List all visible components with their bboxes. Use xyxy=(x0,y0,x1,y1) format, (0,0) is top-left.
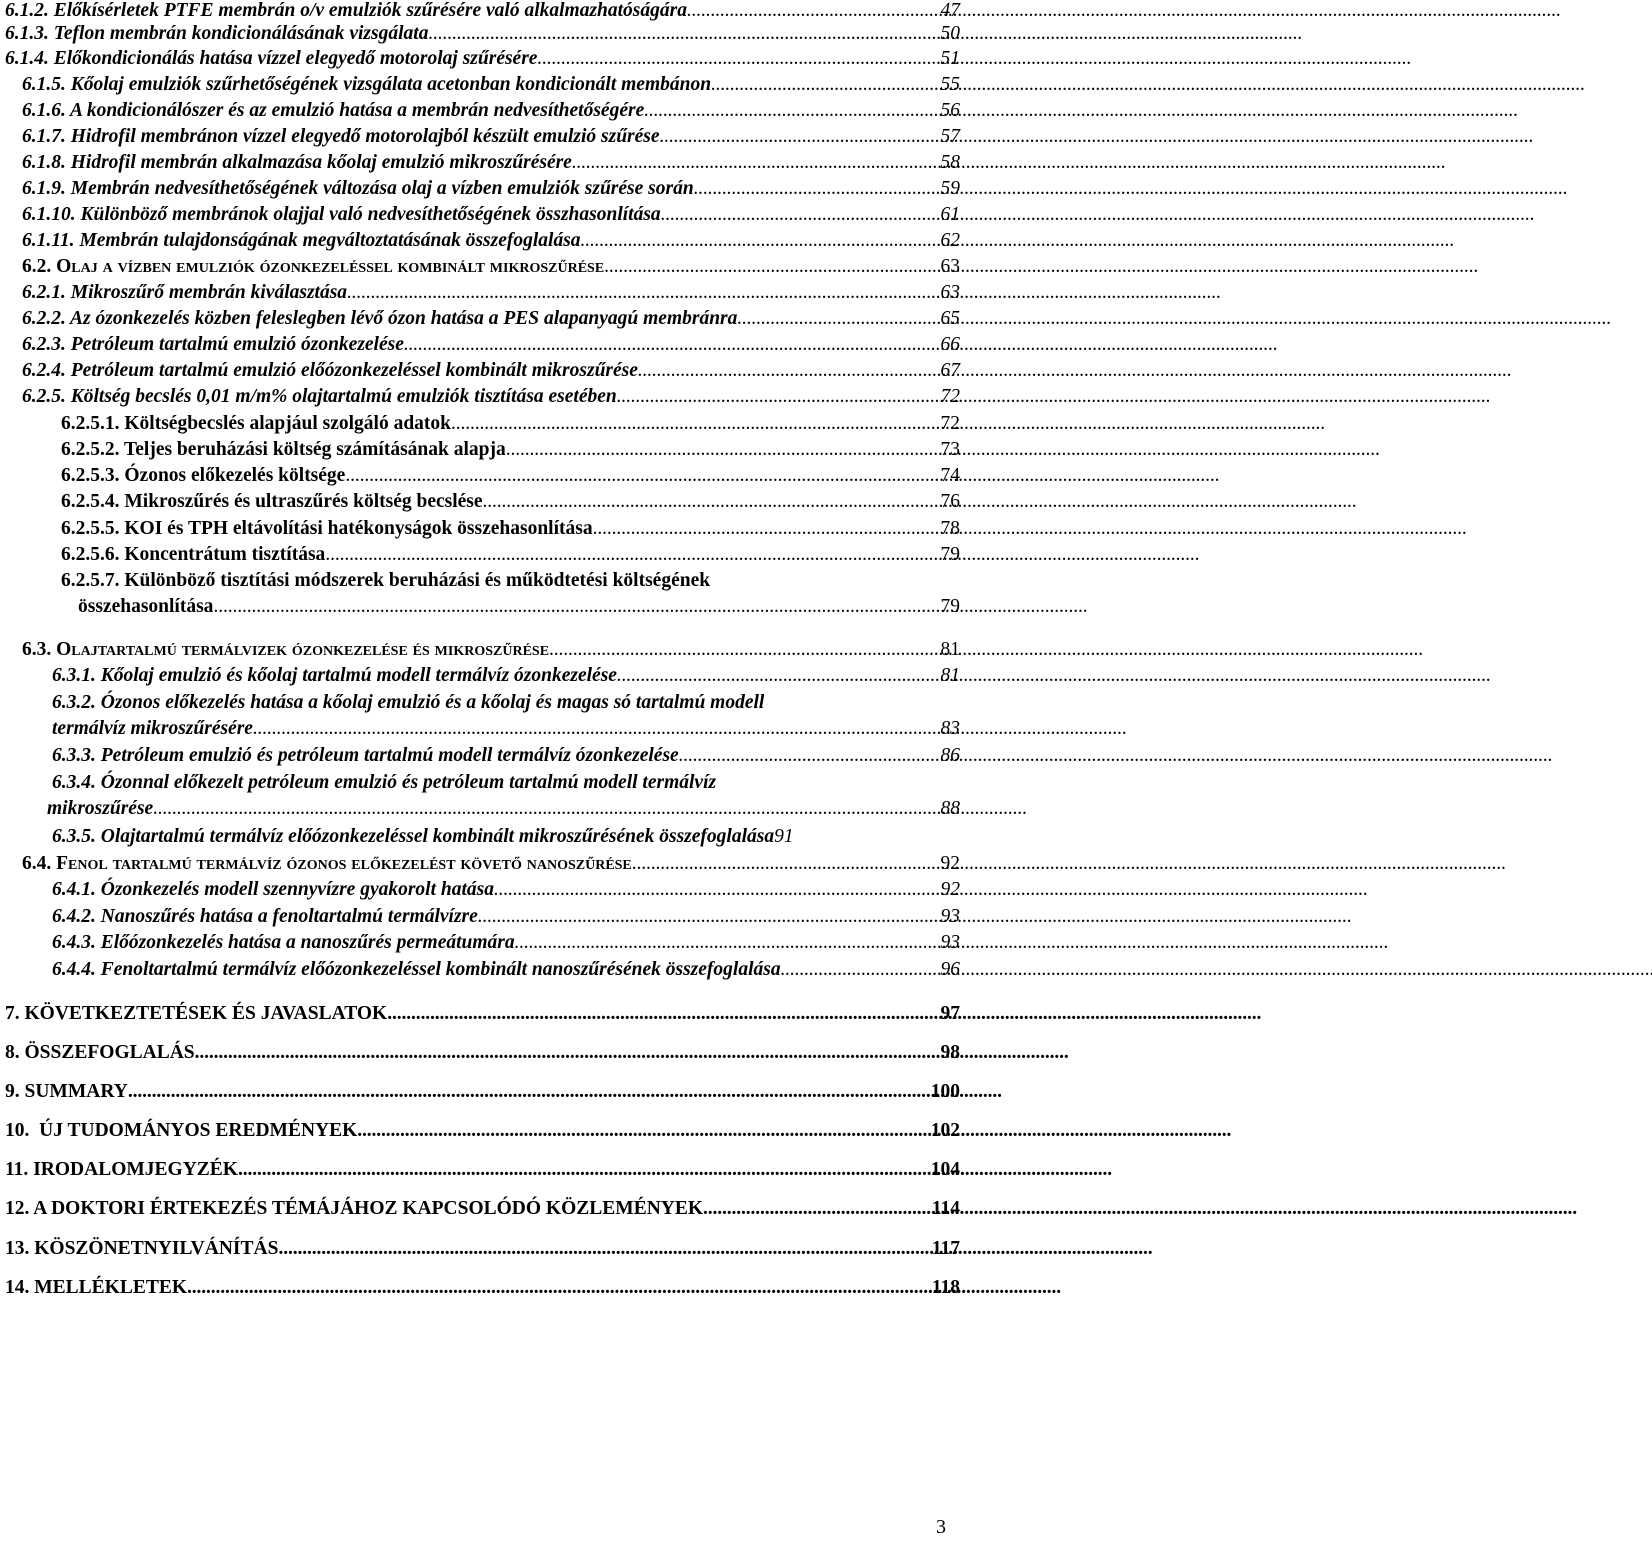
toc-entry-14[interactable]: 14. MELLÉKLETEK . . . 118 xyxy=(5,1275,960,1301)
toc-entry-6-1-6[interactable]: 6.1.6. A kondicionálószer és az emulzió hatása a membrán nedvesíthetőségére . . . 56 xyxy=(22,98,960,124)
toc-entry-6-1-3[interactable]: 6.1.3. Teflon membrán kondicionálásának vizsgálata . . . 50 xyxy=(5,21,960,47)
toc-entry-6-2-1[interactable]: 6.2.1. Mikroszűrő membrán kiválasztása . . . 63 xyxy=(22,280,960,306)
toc-entry-7[interactable]: 7. KÖVETKEZTETÉSEK ÉS JAVASLATOK . . . 97 xyxy=(5,1001,960,1027)
toc-entry-6-1-11[interactable]: 6.1.11. Membrán tulajdonságának megváltoztatásának összefoglalása . . . 62 xyxy=(22,228,960,254)
toc-entry-6-4-3[interactable]: 6.4.3. Előózonkezelés hatása a nanoszűrés permeátumára . . . 93 xyxy=(52,930,960,956)
toc-entry-6-3-2[interactable]: 6.3.2. Ózonos előkezelés hatása a kőolaj emulzió és a kőolaj és magas só tartalmú modell termálvíz mikroszűrésére . . . 83 xyxy=(52,690,960,742)
toc-entry-6-2-5-7[interactable]: 6.2.5.7. Különböző tisztítási módszerek beruházási és működtetési költségének összehasonlítása . . . 79 xyxy=(61,568,960,620)
toc-entry-6-2-5-6[interactable]: 6.2.5.6. Koncentrátum tisztítása . . . 79 xyxy=(61,542,960,568)
toc-entry-6-2[interactable]: 6.2. Olaj a vízben emulziók ózonkezeléssel kombinált mikroszűrése . . . 63 xyxy=(22,254,960,280)
toc-entry-12[interactable]: 12. A DOKTORI ÉRTEKEZÉS TÉMÁJÁHOZ KAPCSOLÓDÓ KÖZLEMÉNYEK . . . 114 xyxy=(5,1196,960,1222)
toc-entry-6-2-5-1[interactable]: 6.2.5.1. Költségbecslés alapjául szolgáló adatok . . . 72 xyxy=(61,411,960,437)
toc-entry-10[interactable]: 10. ÚJ TUDOMÁNYOS EREDMÉNYEK . . . 102 xyxy=(5,1118,960,1144)
toc-entry-6-1-5[interactable]: 6.1.5. Kőolaj emulziók szűrhetőségének vizsgálata acetonban kondicionált membánon . . . 55 xyxy=(22,72,960,98)
toc-entry-6-2-5-3[interactable]: 6.2.5.3. Ózonos előkezelés költsége . . . 74 xyxy=(61,463,960,489)
toc-entry-8[interactable]: 8. ÖSSZEFOGLALÁS . . . 98 xyxy=(5,1040,960,1066)
toc-entry-6-3[interactable]: 6.3. Olajtartalmú termálvizek ózonkezelése és mikroszűrése . . . 81 xyxy=(22,637,960,663)
toc-entry-6-1-2[interactable]: 6.1.2. Előkísérletek PTFE membrán o/v emulziók szűrésére való alkalmazhatóságára . . . 47 xyxy=(5,0,960,24)
page-number: 3 xyxy=(936,1516,946,1538)
toc-entry-11[interactable]: 11. IRODALOMJEGYZÉK . . . 104 xyxy=(5,1157,960,1183)
toc-entry-6-1-4[interactable]: 6.1.4. Előkondicionálás hatása vízzel elegyedő motorolaj szűrésére . . . 51 xyxy=(5,46,960,72)
toc-entry-6-2-5-4[interactable]: 6.2.5.4. Mikroszűrés és ultraszűrés költség becslése . . . 76 xyxy=(61,489,960,515)
toc-entry-6-2-5[interactable]: 6.2.5. Költség becslés 0,01 m/m% olajtartalmú emulziók tisztítása esetében . . . 72 xyxy=(22,384,960,410)
toc-entry-9[interactable]: 9. SUMMARY . . . 100 xyxy=(5,1079,960,1105)
toc-entry-6-2-5-2[interactable]: 6.2.5.2. Teljes beruházási költség számításának alapja . . . 73 xyxy=(61,437,960,463)
toc-entry-13[interactable]: 13. KÖSZÖNETNYILVÁNÍTÁS . . . 117 xyxy=(5,1236,960,1262)
toc-entry-6-2-5-5[interactable]: 6.2.5.5. KOI és TPH eltávolítási hatékonyságok összehasonlítása . . . 78 xyxy=(61,516,960,542)
toc-entry-6-2-4[interactable]: 6.2.4. Petróleum tartalmú emulzió előózonkezeléssel kombinált mikroszűrése . . . 67 xyxy=(22,358,960,384)
toc-entry-6-4-1[interactable]: 6.4.1. Ózonkezelés modell szennyvízre gyakorolt hatása . . . 92 xyxy=(52,877,960,903)
toc-entry-6-3-3[interactable]: 6.3.3. Petróleum emulzió és petróleum tartalmú modell termálvíz ózonkezelése . . . 86 xyxy=(52,743,960,769)
toc-entry-6-4-4[interactable]: 6.4.4. Fenoltartalmú termálvíz előózonkezeléssel kombinált nanoszűrésének összefoglalása . . . 96 xyxy=(52,957,960,983)
toc-entry-6-1-10[interactable]: 6.1.10. Különböző membránok olajjal való nedvesíthetőségének összhasonlítása . . . 61 xyxy=(22,202,960,228)
toc-entry-6-1-9[interactable]: 6.1.9. Membrán nedvesíthetőségének változása olaj a vízben emulziók szűrése során . . . 59 xyxy=(22,176,960,202)
toc-entry-6-3-5[interactable]: 6.3.5. Olajtartalmú termálvíz előózonkezeléssel kombinált mikroszűrésének összefoglalása 91 xyxy=(52,826,794,847)
toc-entry-6-2-2[interactable]: 6.2.2. Az ózonkezelés közben feleslegben lévő ózon hatása a PES alapanyagú membránra . . . 65 xyxy=(22,306,960,332)
toc-entry-6-3-1[interactable]: 6.3.1. Kőolaj emulzió és kőolaj tartalmú modell termálvíz ózonkezelése . . . 81 xyxy=(52,663,960,689)
toc-entry-6-4[interactable]: 6.4. Fenol tartalmú termálvíz ózonos előkezelést követő nanoszűrése . . . 92 xyxy=(22,851,960,877)
toc-entry-6-1-7[interactable]: 6.1.7. Hidrofil membránon vízzel elegyedő motorolajból készült emulzió szűrése . . . 57 xyxy=(22,124,960,150)
toc-entry-6-1-8[interactable]: 6.1.8. Hidrofil membrán alkalmazása kőolaj emulzió mikroszűrésére . . . 58 xyxy=(22,150,960,176)
toc-entry-6-2-3[interactable]: 6.2.3. Petróleum tartalmú emulzió ózonkezelése . . . 66 xyxy=(22,332,960,358)
toc-entry-6-4-2[interactable]: 6.4.2. Nanoszűrés hatása a fenoltartalmú termálvízre . . . 93 xyxy=(52,904,960,930)
toc-entry-6-3-4[interactable]: 6.3.4. Ózonnal előkezelt petróleum emulzió és petróleum tartalmú modell termálvíz mikroszűrése . . . 88 xyxy=(52,770,960,822)
